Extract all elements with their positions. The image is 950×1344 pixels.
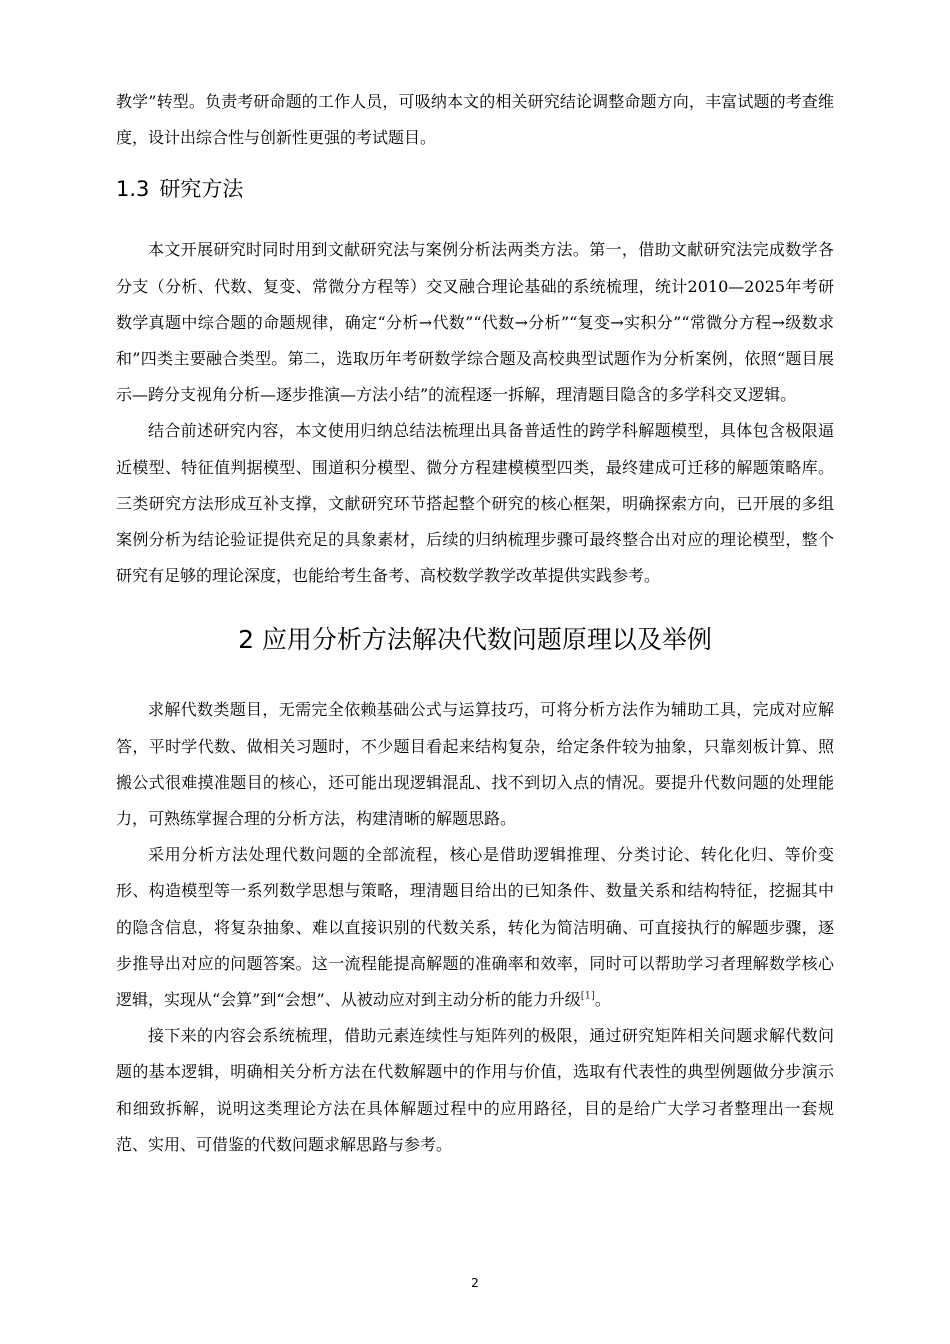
chapter-heading: 2 应用分析方法解决代数问题原理以及举例 [238, 625, 712, 655]
body-paragraph: 本文开展研究时同时用到文献研究法与案例分析法两类方法。第一，借助文献研究法完成数学各分支（分析、代数、复变、常微分方程等）交叉融合理论基础的系统梳理，统计2010—2025年考研数学真题中综合题的命题规律，确定“分析→代数”“代数→分析”“复变→实积分”“常微分方程→级数求和”四类主要融合类型。第二，选取历年考研数学综合题及高校典型试题作为分析案例，依照“题目展示—跨分支视角分析—逐步推演—方法小结”的流程逐一拆解，理清题目隐含的多学科交叉逻辑。 [116, 240, 834, 405]
body-paragraph: 教学”转型。负责考研命题的工作人员，可吸纳本文的相关研究结论调整命题方向，丰富试题的考查维度，设计出综合性与创新性更强的考试题目。 [116, 92, 834, 148]
citation-link[interactable]: [1] [580, 990, 595, 1002]
body-paragraph: 求解代数类题目，无需完全依赖基础公式与运算技巧，可将分析方法作为辅助工具，完成对应解答，平时学代数、做相关习题时，不少题目看起来结构复杂，给定条件较为抽象，只靠刻板计算、照搬公式很难摸准题目的核心，还可能出现逻辑混乱、找不到切入点的情况。要提升代数问题的处理能力，可熟练掌握合理的分析方法，构建清晰的解题思路。 [116, 700, 834, 829]
document-body [116, 84, 834, 1163]
paragraph-text: 采用分析方法处理代数问题的全部流程，核心是借助逻辑推理、分类讨论、转化化归、等价变形、构造模型等一系列数学思想与策略，理清题目给出的已知条件、数量关系和结构特征，挖掘其中的隐含信息，将复杂抽象、难以直接识别的代数关系，转化为简洁明确、可直接执行的解题步骤，逐步推导出对应的问题答案。这一流程能提高解题的准确率和效率，同时可以帮助学习者理解数学核心逻辑，实现从“会算”到“会想”、从被动应对到主动分析的能力升级 [116, 845, 834, 1010]
page-number: 2 [471, 1276, 479, 1290]
section-number: 1.3 [116, 177, 150, 202]
paragraph-end-punctuation: 。 [594, 990, 611, 1010]
body-paragraph: 接下来的内容会系统梳理，借助元素连续性与矩阵列的极限，通过研究矩阵相关问题求解代数问题的基本逻辑，明确相关分析方法在代数解题中的作用与价值，选取有代表性的典型例题做分步演示和细致拆解，说明这类理论方法在具体解题过程中的应用路径，目的是给广大学习者整理出一套规范、实用、可借鉴的代数问题求解思路与参考。 [116, 1026, 834, 1154]
section-title: 研究方法 [159, 177, 244, 202]
section-heading [116, 170, 834, 208]
body-paragraph: 结合前述研究内容，本文使用归纳总结法梳理出具备普适性的跨学科解题模型，具体包含极限逼近模型、特征值判据模型、围道积分模型、微分方程建模模型四类，最终建成可迁移的解题策略库。三类研究方法形成互补支撑，文献研究环节搭起整个研究的核心框架，明确探索方向，已开展的多组案例分析为结论验证提供充足的具象素材，后续的归纳梳理步骤可最终整合出对应的理论模型，整个研究有足够的理论深度，也能给考生备考、高校数学教学改革提供实践参考。 [116, 421, 834, 586]
body-paragraph [116, 837, 834, 1018]
